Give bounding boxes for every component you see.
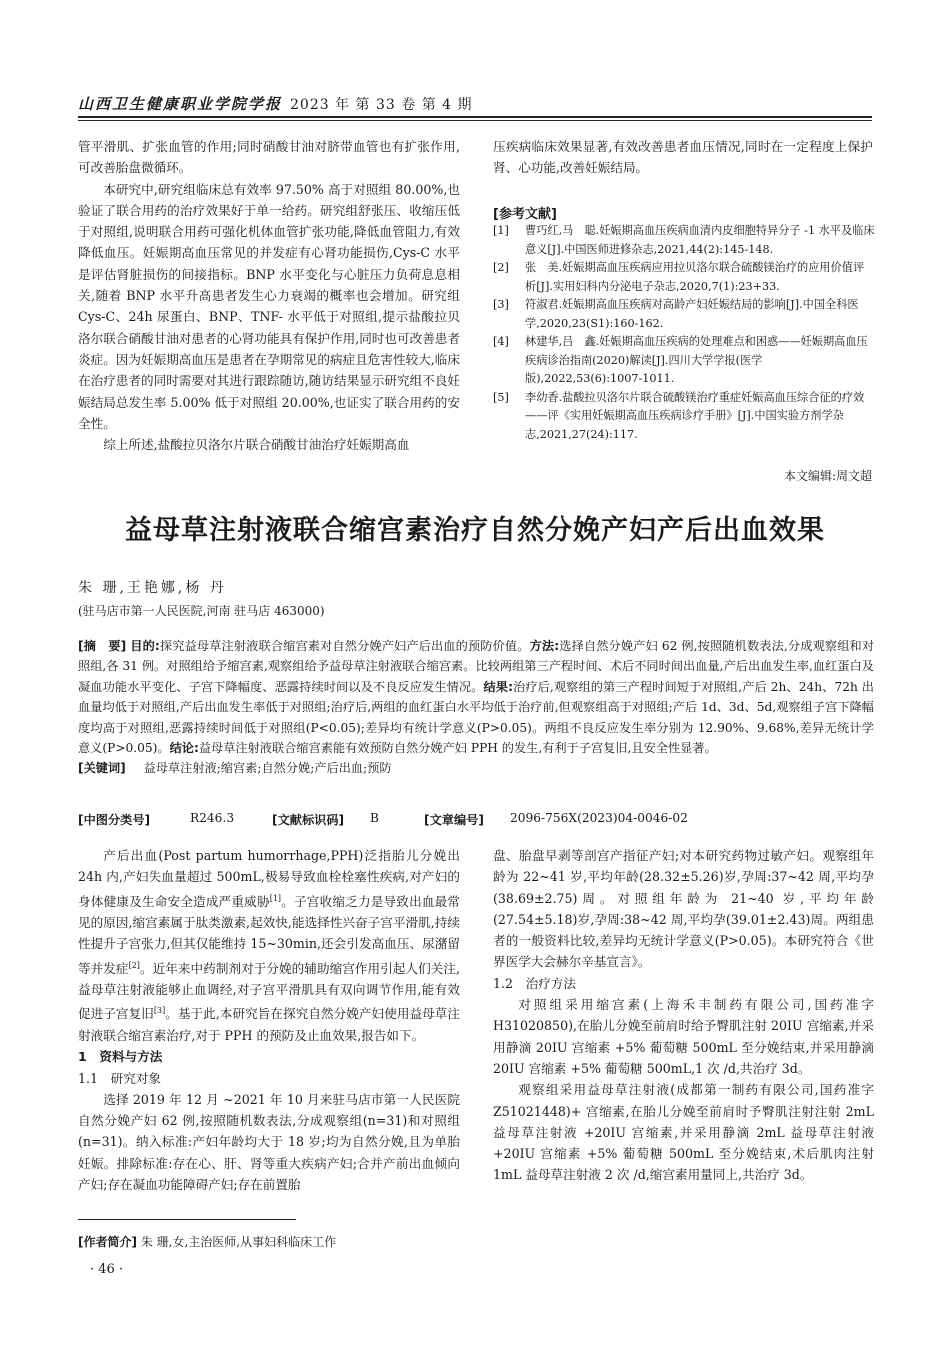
reference-item: [2] 张 美.妊娠期高血压疾病应用拉贝洛尔联合硫酸镁治疗的应用价值评析[J].实用妇科内分泌电子杂志,2020,7(1):23+33. <box>493 261 865 293</box>
aim-text: 探究益母草注射液联合缩宫素对自然分娩产妇产后出血的预防价值。 <box>159 639 530 653</box>
references-heading: [参考文献] <box>493 207 557 222</box>
clc-value: R246.3 <box>190 811 235 825</box>
abstract-label: [摘 要] <box>78 639 127 653</box>
authors: 朱 珊,王艳娜,杨 丹 <box>78 580 227 596</box>
prev-article-right-column <box>493 136 873 179</box>
references-list <box>493 222 875 444</box>
running-header <box>78 93 473 114</box>
keywords-label: [关键词] <box>78 761 126 776</box>
subsection-heading: 1.1 研究对象 <box>78 1070 161 1086</box>
result-text: 治疗后,观察组的第三产程时间短于对照组,产后 2h、24h、72h 出血量均低于对照组,产后出血发生率低于对照组;治疗后,两组的血红蛋白水平均低于治疗前,但观察组高于对照组;产后 1d、3d、5d,观察组子宫下降幅度均高于对照组,恶露持续时间低于对照组(P<0.05);差异均有统计学意义(P>0.05)。两组不良反应发生率分别为 12.90%、9.68%,差异无统计学意义(P>0.05)。 <box>78 679 874 756</box>
classification-row <box>78 811 874 828</box>
reference-item: [4] 林建华,吕 鑫.妊娠期高血压疾病的处理难点和困惑——妊娠期高血压疾病诊治指南(2020)解读[J].四川大学学报(医学版),2022,53(6):1007-1011. <box>493 335 868 385</box>
aim-label: 目的: <box>130 639 160 653</box>
paragraph: 本研究中,研究组临床总有效率 97.50% 高于对照组 80.00%,也验证了联合用药的治疗效果好于单一给药。研究组舒张压、收缩压低于对照组,说明联合用药可强化机体血管扩张功能,降低血管阻力,有效降低血压。妊娠期高血压常见的并发症有心肾功能损伤,Cys-C 水平是评估肾脏损伤的间接指标。BNP 水平变化与心脏压力负荷息息相关,随着 BNP 水平升高患者发生心力衰竭的概率也会增加。研究组 Cys-C、24h 尿蛋白、BNP、TNF- 水平低于对照组,提示盐酸拉贝洛尔联合硝酸甘油对患者的心肾功能具有保护作用,同时也可改善患者炎症。因为妊娠期高血压是患者在孕期常见的病症且危害性较大,临床在治疗患者的同时需要对其进行跟踪随访,随访结果显示研究组不良妊娠结局总发生率 5.00% 低于对照组 20.00%,也证实了联合用药的安全性。 <box>78 181 460 431</box>
reference-item: [3] 符淑君.妊娠期高血压疾病对高龄产妇妊娠结局的影响[J].中国全科医学,2020,23(S1):160-162. <box>493 298 859 330</box>
header-rule <box>78 116 872 118</box>
paragraph: 观察组采用益母草注射液(成都第一制药有限公司,国药准字 Z51021448)+ 宫缩素,在胎儿分娩至前肩时予臀肌注射注射 2mL 益母草注射液 +20IU 宫缩素,并采用静滴 2mL 益母草注射液 +20IU 宫缩素 +5% 葡萄糖 500mL 至分娩结束,术后肌肉注射 1mL 益母草注射液 2 次 /d,缩宫素用量同上,共治疗 3d。 <box>493 1082 874 1183</box>
prev-article-left-column <box>78 136 460 455</box>
reference-item: [5] 李幼香.盐酸拉贝洛尔片联合硫酸镁治疗重症妊娠高血压综合征的疗效——评《实用妊娠期高血压疾病诊疗手册》[J].中国实验方剂学杂志,2021,27(24):117. <box>493 390 865 441</box>
editor-note: 本文编辑:周文超 <box>783 469 872 483</box>
paragraph: 综上所述,盐酸拉贝洛尔片联合硝酸甘油治疗妊娠期高血 <box>103 437 410 453</box>
article-no-value: 2096-756X(2023)04-0046-02 <box>510 811 688 825</box>
affiliation: (驻马店市第一人民医院,河南 驻马店 463000) <box>78 604 325 618</box>
reference-item: [1] 曹巧红,马 聪.妊娠期高血压疾病血清内皮细胞特异分子 -1 水平及临床意义[J].中国医师进修杂志,2021,44(2):145-148. <box>493 224 875 256</box>
body-left-column <box>78 845 460 1195</box>
method-label: 方法: <box>529 639 560 653</box>
author-footnote <box>78 1233 336 1250</box>
issue-info: 2023 年 第 33 卷 第 4 期 <box>290 97 473 113</box>
keywords-row <box>78 758 874 778</box>
journal-name: 山西卫生健康职业学院学报 <box>78 95 283 113</box>
doc-code-value: B <box>370 811 379 825</box>
article-no-label: [文章编号] <box>424 813 484 827</box>
paragraph: 盘、胎盘早剥等剖宫产指征产妇;对本研究药物过敏产妇。观察组年龄为 22~41 岁,平均年龄(28.32±5.26)岁,孕周:37~42 周,平均孕(38.69±2.75)周。对照组年龄为 21~40 岁,平均年龄(27.54±5.18)岁,孕周:38~42 周,平均孕(39.01±2.43)周。两组患者的一般资料比较,差异均无统计学意义(P>0.05)。本研究符合《世界医学大会赫尔辛基宣言》。 <box>493 848 874 970</box>
author-note-label: [作者简介] <box>78 1235 137 1249</box>
method-text: 选择自然分娩产妇 62 例,按照随机数表法,分成观察组和对照组,各 31 例。对照组给予缩宫素,观察组给予益母草注射液联合缩宫素。比较两组第三产程时间、术后不同时间出血量,产后出血发生率,血红蛋白及凝血功能水平变化、子宫下降幅度、恶露持续时间以及不良反应发生情况。 <box>78 639 875 694</box>
abstract <box>78 636 874 779</box>
clc-label: [中图分类号] <box>78 813 151 827</box>
footnote-rule <box>78 1219 296 1220</box>
paragraph-intro: 产后出血(Post partum humorrhage,PPH)泛指胎儿分娩出 24h 内,产妇失血量超过 500mL,极易导致血栓栓塞性疾病,对产妇的身体健康及生命安全造成严重威胁[1]。子宫收缩乏力是导致出血最常见的原因,缩宫素属于肽类激素,起效快,能选择性兴奋子宫平滑肌,持续性提升子宫张力,但其仅能维持 15~30min,还会引发高血压、尿潴留等并发症[2]。近年来中药制剂对于分娩的辅助缩宫作用引起人们关注,益母草注射液能够止血调经,对子宫平滑肌具有双向调节作用,能有效促进子宫复旧[3]。基于此,本研究旨在探究自然分娩产妇使用益母草注射液联合缩宫素治疗,对于 PPH 的预防及止血效果,报告如下。 <box>78 848 461 1043</box>
section-heading: 1 资料与方法 <box>78 1049 163 1065</box>
conclusion-text: 益母草注射液联合缩宫素能有效预防自然分娩产妇 PPH 的发生,有利于子宫复旧,且安全性显著。 <box>198 741 717 756</box>
doc-code-label: [文献标识码] <box>272 813 345 827</box>
paragraph: 对照组采用缩宫素(上海禾丰制药有限公司,国药准字 H31020850),在胎儿分娩至前肩时给予臀肌注射 20IU 宫缩素,并采用静滴 20IU 宫缩素 +5% 葡萄糖 500mL 至分娩结束,并采用静滴 20IU 宫缩素 +5% 葡萄糖 500mL,1 次 /d,共治疗 3d。 <box>493 997 874 1076</box>
header-rule-thin <box>78 120 872 121</box>
conclusion-label: 结论: <box>169 741 199 756</box>
subsection-heading: 1.2 治疗方法 <box>493 975 576 991</box>
paragraph: 选择 2019 年 12 月 ~2021 年 10 月来驻马店市第一人民医院自然分娩产妇 62 例,按照随机数表法,分成观察组(n=31)和对照组(n=31)。纳入标准:产妇年龄均大于 18 岁;均为自然分娩,且为单胎妊娠。排除标准:存在心、肝、肾等重大疾病产妇;合并产前出血倾向产妇;存在凝血功能障碍产妇;存在前置胎 <box>78 1091 460 1193</box>
paragraph: 压疾病临床效果显著,有效改善患者血压情况,同时在一定程度上保护肾、心功能,改善妊娠结局。 <box>493 139 873 176</box>
result-label: 结果: <box>483 679 513 694</box>
page-number: · 46 · <box>90 1262 124 1277</box>
paragraph: 管平滑肌、扩张血管的作用;同时硝酸甘油对脐带血管也有扩张作用,可改善胎盘微循环。 <box>78 139 460 176</box>
article-title: 益母草注射液联合缩宫素治疗自然分娩产妇产后出血效果 <box>125 515 825 546</box>
keywords-text: 益母草注射液;缩宫素;自然分娩;产后出血;预防 <box>143 761 392 776</box>
author-note-text: 朱 珊,女,主治医师,从事妇科临床工作 <box>140 1235 337 1249</box>
body-right-column <box>493 845 874 1186</box>
